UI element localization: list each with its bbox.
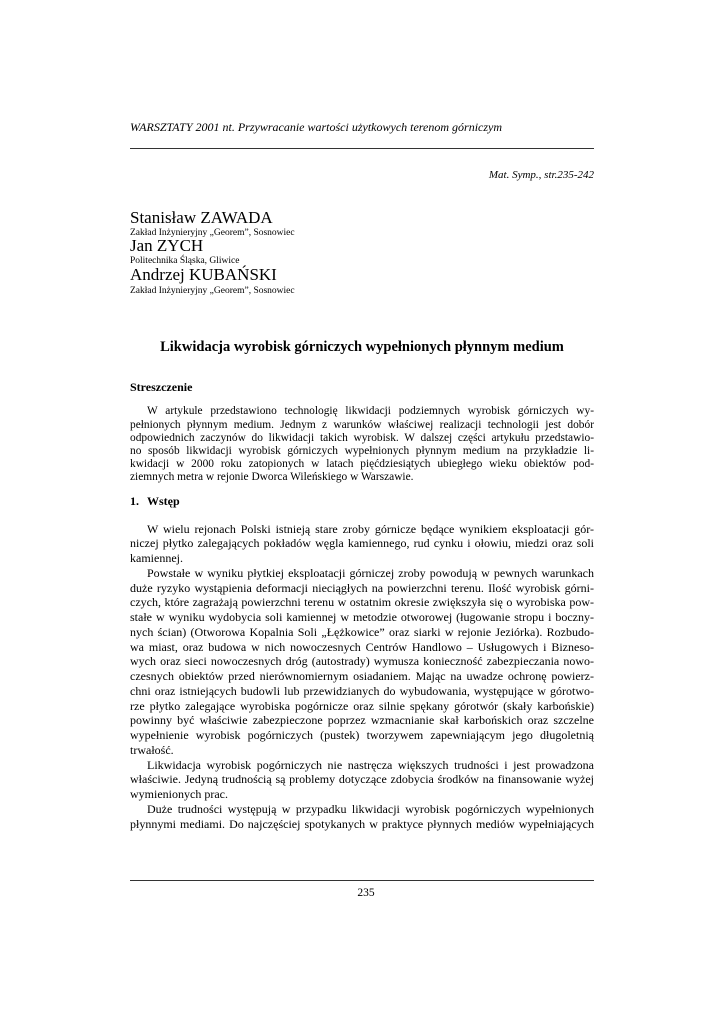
- abstract-line: odpowiednich zaczynów do likwidacji takich wyrobisk. W dalszej części artykułu przedstawio-: [130, 431, 594, 444]
- body-text-line: stałe w wyniku wydobycia soli kamiennej w metodzie otworowej (ługowanie stropu i boczny-: [130, 610, 594, 625]
- section-number: 1.: [130, 494, 139, 508]
- abstract-heading: Streszczenie: [130, 380, 193, 394]
- paragraph: [130, 802, 594, 832]
- abstract-line: no sposób likwidacji wyrobisk górniczych wypełnionych płynnym medium na przykładzie li-: [130, 444, 594, 457]
- body-text-line: Likwidacja wyrobisk pogórniczych nie nastręcza większych trudności i jest prowadzona: [147, 757, 594, 772]
- body-text-line: wymienionych prac.: [130, 787, 228, 802]
- header-rule: [130, 148, 594, 149]
- section-title: Wstęp: [147, 494, 180, 508]
- abstract-line: ziemnych metra w rejonie Dworca Wileńskiego w Warszawie.: [130, 471, 414, 484]
- page-number: 235: [357, 887, 375, 899]
- running-title: WARSZTATY 2001 nt. Przywracanie wartości użytkowych terenom górniczym: [130, 120, 503, 134]
- body-text-line: rze płytko zalegające wyrobiska pogórnicze oraz silnie spękany górotwór (skały karbońskie): [130, 698, 594, 713]
- body-text-line: wa miast, oraz budowa w nich nowoczesnych Centrów Handlowo – Usługowych i Bizneso-: [130, 639, 594, 654]
- body-text-line: czesnych obiektów przed nierównomiernym osiadaniem. Mając na uwadze ochronę powierz-: [130, 669, 594, 684]
- body-text-line: niczej płytko zalegających pokładów węgla kamiennego, rud cynku i ołowiu, miedzi oraz soli: [130, 536, 594, 551]
- body-text-line: powinny być właściwie zabezpieczone poprzez wzmacnianie skał karbońskich oraz szczelne: [130, 713, 594, 728]
- abstract: [130, 405, 594, 484]
- paragraph: [130, 566, 594, 758]
- footer-rule: [130, 880, 594, 881]
- author-name: Stanisław ZAWADA: [130, 208, 273, 227]
- body-text-line: Powstałe w wyniku płytkiej eksploatacji górniczej zroby powodują w pewnych warunkach: [147, 565, 594, 580]
- body-text-line: wych oraz sieci nowoczesnych dróg (autostrady) wymusza konieczność zabezpieczania nowo-: [130, 654, 594, 669]
- paper-title: Likwidacja wyrobisk górniczych wypełnionych płynnym medium: [160, 338, 564, 355]
- body-text-line: kamiennej.: [130, 551, 183, 566]
- body-text-line: nych ścian) (Otworowa Kopalnia Soli „Łężkowice” oraz siarki w rejonie Jeziórka). Rozbudo-: [130, 624, 594, 639]
- body-text-line: duże ryzyko wystąpienia deformacji nieciągłych na powierzchni terenu. Ilość wyrobisk górni-: [130, 580, 594, 595]
- body-text-line: chni oraz istniejących budowli lub przewidzianych do wybudowania, występujące w górotwo-: [130, 683, 594, 698]
- author-affiliation: Zakład Inżynieryjny „Georem”, Sosnowiec: [130, 285, 295, 296]
- body-text-line: W wielu rejonach Polski istnieją stare zroby górnicze będące wynikiem eksploatacji gór-: [147, 521, 594, 536]
- citation: Mat. Symp., str.235-242: [488, 168, 594, 181]
- abstract-line: W artykule przedstawiono technologię likwidacji podziemnych wyrobisk górniczych wy-: [147, 405, 594, 418]
- paragraph: [130, 522, 594, 566]
- body-text-line: czych, które zagrażają powierzchni terenu w ostatnim okresie zwiększyła się o wyrobiska pow-: [130, 595, 594, 610]
- author-affiliation: Zakład Inżynieryjny „Georem”, Sosnowiec: [130, 227, 295, 238]
- abstract-line: pełnionych płynnym medium. Jednym z warunków właściwej realizacji technologii jest dobór: [130, 418, 594, 431]
- body-text-line: płynnymi mediami. Do najczęściej spotykanych w praktyce płynnych mediów wypełniających: [130, 816, 594, 831]
- body-text-line: trwałość.: [130, 742, 174, 757]
- body-text-line: wypełnienie wyrobisk pogórniczych (pustek) tworzywem zapewniającym jego długoletnią: [130, 728, 594, 743]
- body-text-line: Duże trudności występują w przypadku likwidacji wyrobisk pogórniczych wypełnionych: [147, 801, 594, 816]
- author-name: Jan ZYCH: [130, 236, 204, 255]
- paragraph: [130, 758, 594, 802]
- body-text-line: właściwie. Jedyną trudnością są problemy dotyczące zdobycia środków na finansowanie wyżej: [130, 772, 594, 787]
- author-name: Andrzej KUBAŃSKI: [130, 265, 277, 284]
- section-body: [130, 522, 594, 832]
- abstract-line: kwidacji w 2000 roku zatopionych w latach pięćdziesiątych ubiegłego wieku obiektów pod-: [130, 458, 594, 471]
- author-affiliation: Politechnika Śląska, Gliwice: [130, 255, 240, 266]
